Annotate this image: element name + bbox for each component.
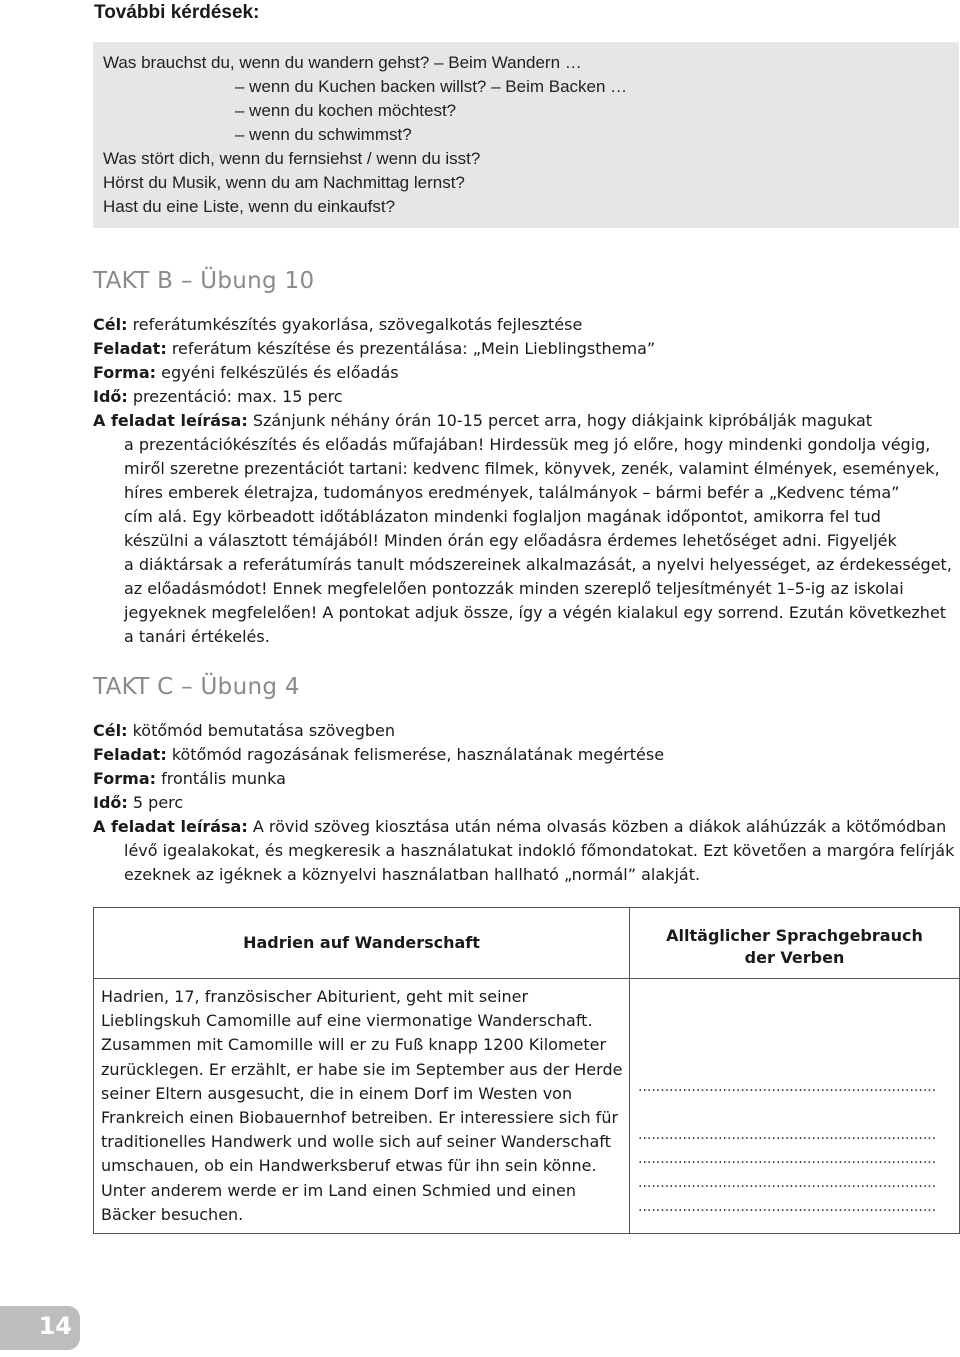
column-header-text [94, 908, 630, 979]
description-label: A feladat leírása: [93, 411, 248, 430]
question-line: Hörst du Musik, wenn du am Nachmittag lernst? [103, 173, 465, 192]
column-header-label: Hadrien auf Wanderschaft [243, 933, 480, 952]
task-text: referátum készítése és prezentálása: „Mein Lieblingsthema” [171, 339, 656, 358]
task-label: Feladat: [93, 339, 167, 358]
question-line: Was stört dich, wenn du fernsiehst / wenn du isst? [103, 149, 481, 168]
description-line: jegyeknek megfelelően! A pontokat adjuk össze, így a végén kialakul egy sorrend. Ezután következhet [124, 603, 947, 622]
time-text: 5 perc [132, 793, 184, 812]
story-line: Lieblingskuh Camomille auf eine viermonatige Wanderschaft. [101, 1011, 593, 1031]
answer-cell [630, 979, 960, 1234]
answer-blank[interactable]: ................................................................... [638, 1175, 937, 1191]
answer-blank[interactable]: ................................................................... [638, 1079, 937, 1095]
description-text: Szánjunk néhány órán 10-15 percet arra, hogy diákjaink kipróbálják magukat [252, 411, 873, 430]
form-label: Forma: [93, 769, 157, 788]
description-line: a diáktársak a referátumírás tanult módszereinek alkalmazását, a nyelvi helyességet, az érdekességet, [124, 555, 952, 574]
column-header-line: der Verben [744, 948, 845, 967]
task-label: Feladat: [93, 745, 167, 764]
column-header-usage [630, 908, 960, 979]
story-line: Frankreich einen Biobauernhof betreiben. Er interessiere sich für [101, 1108, 619, 1128]
form-text: egyéni felkészülés és előadás [161, 363, 399, 382]
description-line: cím alá. Egy körbeadott időtáblázaton mindenki foglaljon magának időpontot, amikorra fel tud [124, 507, 881, 526]
goal-label: Cél: [93, 721, 128, 740]
form-line [93, 767, 286, 791]
time-text: prezentáció: max. 15 perc [132, 387, 343, 406]
description-line: lévő igealakokat, és megkeresik a használatukat indokló főmondatokat. Ezt követően a margóra felírják [124, 841, 955, 860]
description-line: az előadásmódot! Ennek megfelelően pontozzák minden szereplő teljesítményét 1–5-ig az iskolai [124, 579, 904, 598]
answer-blank[interactable]: ................................................................... [638, 1199, 937, 1215]
time-label: Idő: [93, 387, 128, 406]
question-line: – wenn du kochen möchtest? [235, 101, 457, 120]
story-line: zurücklegen. Er erzählt, er habe sie im September aus der Herde [101, 1059, 623, 1079]
questions-box [93, 42, 959, 228]
description-line: a prezentációkészítés és előadás műfajában! Hirdessük meg jó előre, hogy mindenki gondolja végig, [124, 435, 931, 454]
goal-text: referátumkészítés gyakorlása, szövegalkotás fejlesztése [132, 315, 583, 334]
task-line [93, 743, 664, 767]
section-title-takt-b: TAKT B – Übung 10 [93, 268, 315, 294]
description-line [93, 815, 946, 839]
form-label: Forma: [93, 363, 157, 382]
page-number: 14 [38, 1312, 72, 1340]
description-line: készülni a választott témájából! Minden órán egy előadásra érdemes lehetőséget adni. Figyeljék [124, 531, 897, 550]
description-label: A feladat leírása: [93, 817, 248, 836]
column-header-line: Alltäglicher Sprachgebrauch [666, 926, 923, 945]
story-line: Zusammen mit Camomille will er zu Fuß knapp 1200 Kilometer [101, 1035, 607, 1055]
goal-line [93, 719, 395, 743]
question-line: Hast du eine Liste, wenn du einkaufst? [103, 197, 396, 216]
form-text: frontális munka [161, 769, 286, 788]
task-text: kötőmód ragozásának felismerése, használatának megértése [171, 745, 665, 764]
description-line: ezeknek az igéknek a köznyelvi használatban hallható „normál” alakját. [124, 865, 701, 884]
form-line [93, 361, 399, 385]
description-text: A rövid szöveg kiosztása után néma olvasás közben a diákok aláhúzzák a kötőmódban [252, 817, 947, 836]
page-number-tab [0, 1306, 80, 1350]
time-line [93, 385, 343, 409]
story-line: umschauen, ob ein Handwerksberuf etwas für ihn sein könne. [101, 1156, 597, 1176]
description-line: miről szeretne prezentációt tartani: kedvenc filmek, könyvek, zenék, valamint élmények, események, [124, 459, 940, 478]
story-line: Bäcker besuchen. [101, 1204, 244, 1224]
description-line: a tanári értékelés. [124, 627, 270, 646]
time-line [93, 791, 183, 815]
question-line: – wenn du schwimmst? [235, 125, 412, 144]
description-line [93, 409, 872, 433]
goal-text: kötőmód bemutatása szövegben [132, 721, 395, 740]
description-line: híres emberek életrajza, tudományos eredmények, találmányok – bármi befér a „Kedvenc téma” [124, 483, 900, 502]
answer-blank[interactable]: ................................................................... [638, 1127, 937, 1143]
section-title-takt-c: TAKT C – Übung 4 [93, 674, 300, 700]
story-line: Hadrien, 17, französischer Abiturient, geht mit seiner [101, 987, 529, 1006]
time-label: Idő: [93, 793, 128, 812]
story-line: traditionelles Handwerk und wolle sich auf seiner Wanderschaft [101, 1132, 611, 1152]
exercise-table [93, 907, 960, 1234]
goal-line [93, 313, 582, 337]
page-heading: További kérdések: [94, 2, 260, 23]
question-line: – wenn du Kuchen backen willst? – Beim Backen … [235, 77, 628, 96]
story-line: Unter anderem werde er im Land einen Schmied und einen [101, 1180, 577, 1200]
question-line: Was brauchst du, wenn du wandern gehst? – Beim Wandern … [103, 53, 582, 72]
answer-blank[interactable]: ................................................................... [638, 1151, 937, 1167]
story-text-cell [94, 979, 630, 1234]
goal-label: Cél: [93, 315, 128, 334]
task-line [93, 337, 655, 361]
story-line: seiner Eltern ausgesucht, die in einem Dorf im Westen von [101, 1083, 573, 1103]
